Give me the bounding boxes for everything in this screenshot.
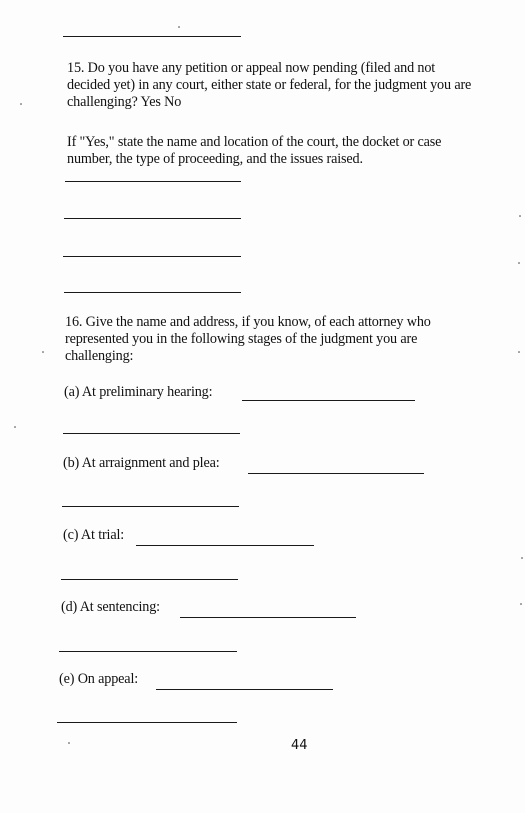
question-15-followup: If "Yes," state the name and location of the court, the docket or case number, the type of proceeding, and the issues raised. [67,134,442,167]
scan-speck [518,351,520,353]
scan-speck [68,742,70,744]
scan-speck [20,103,22,105]
answer-line [136,545,314,546]
scan-speck [14,426,16,428]
answer-line [62,506,239,507]
answer-line [64,292,241,293]
answer-line [63,433,240,434]
answer-line [57,722,237,723]
scan-speck [519,215,521,217]
question-16-text: 16. Give the name and address, if you know, of each attorney who represented you in the following stages of the judgment you are challenging: [65,314,431,364]
answer-line [248,473,424,474]
answer-line [180,617,356,618]
scan-speck [521,557,523,559]
answer-line [59,651,237,652]
answer-line [64,218,241,219]
question-15-text: 15. Do you have any petition or appeal now pending (filed and not decided yet) in any court, either state or federal, for the judgment you are challenging? Yes No [67,60,472,110]
scan-speck [520,603,522,605]
answer-line [65,181,241,182]
scan-speck [518,262,520,264]
stage-sentencing-label: (d) At sentencing: [61,599,160,615]
stage-appeal-label: (e) On appeal: [59,671,139,687]
scan-speck [42,351,44,353]
answer-line [61,579,238,580]
answer-line [63,256,241,257]
answer-line [242,400,415,401]
scan-speck [178,26,180,28]
stage-trial-label: (c) At trial: [63,527,125,543]
answer-line [156,689,333,690]
answer-line [63,36,241,37]
stage-preliminary-hearing-label: (a) At preliminary hearing: [64,384,213,400]
page-number: 44 [291,738,308,753]
stage-arraignment-label: (b) At arraignment and plea: [63,455,220,471]
